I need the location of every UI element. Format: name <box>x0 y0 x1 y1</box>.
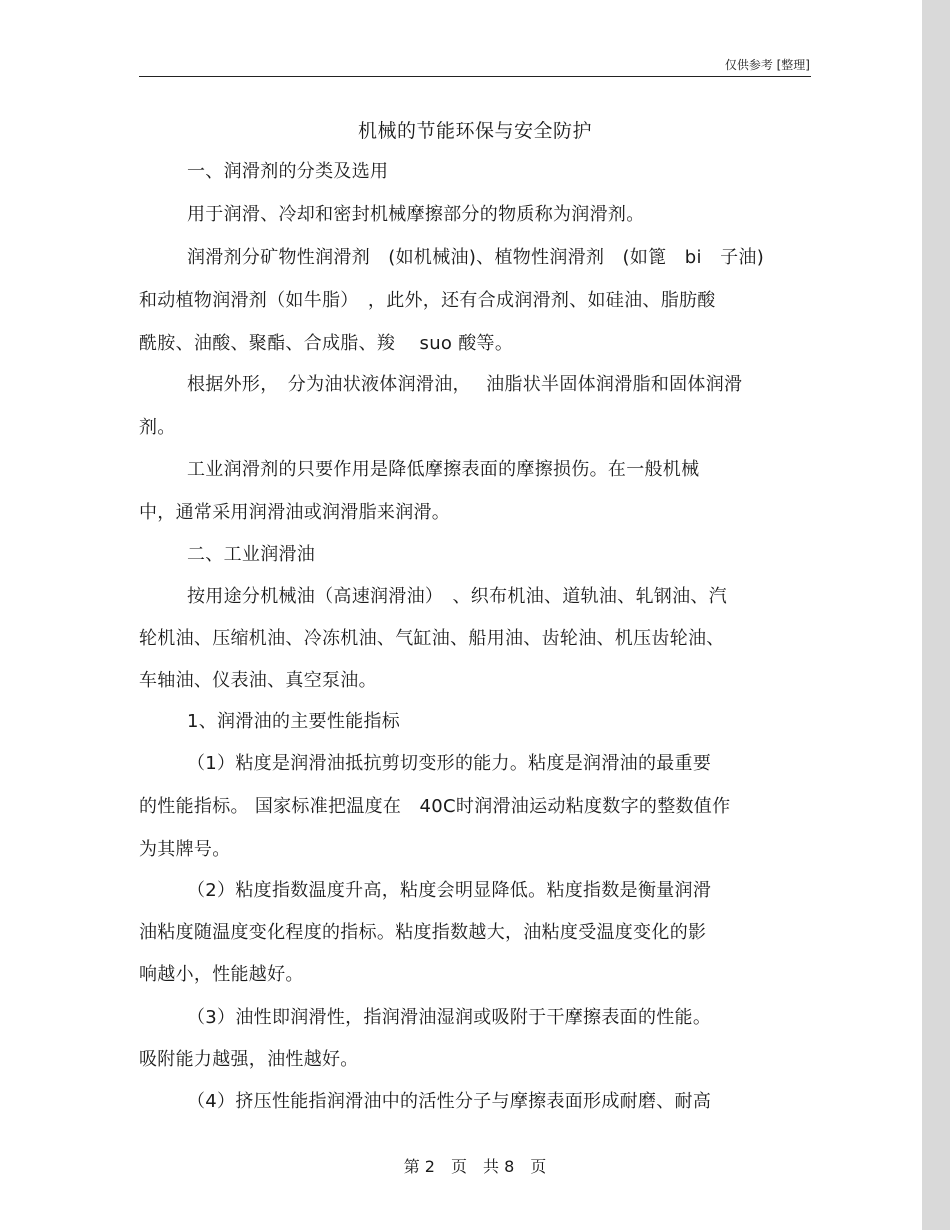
header-rule <box>139 76 811 77</box>
paragraph-line: 响越小，性能越好。 <box>139 964 304 985</box>
paragraph-line: 酰胺、油酸、聚酯、合成脂、羧 suo 酸等。 <box>139 333 514 354</box>
document-title: 机械的节能环保与安全防护 <box>357 120 592 142</box>
paragraph-line: 的性能指标。 国家标准把温度在 40C时润滑油运动粘度数字的整数值作 <box>139 796 731 817</box>
page-number-footer: 第 2 页 共 8 页 <box>403 1157 547 1176</box>
header-note: 仅供参考 [整理] <box>724 58 810 72</box>
section-heading: 二、工业润滑油 <box>187 544 316 565</box>
paragraph-line: 和动植物润滑剂（如牛脂） ，此外，还有合成润滑剂、如硅油、脂肪酸 <box>139 290 716 311</box>
section-heading: 一、润滑剂的分类及选用 <box>187 161 389 182</box>
paragraph-line: 中，通常采用润滑油或润滑脂来润滑。 <box>139 502 451 523</box>
paragraph-line: （1）粘度是润滑油抵抗剪切变形的能力。粘度是润滑油的最重要 <box>187 753 712 774</box>
paragraph-line: （4）挤压性能指润滑油中的活性分子与摩擦表面形成耐磨、耐高 <box>187 1091 712 1112</box>
paragraph-line: 用于润滑、冷却和密封机械摩擦部分的物质称为润滑剂。 <box>187 204 645 225</box>
paragraph-line: 吸附能力越强，油性越好。 <box>139 1049 359 1070</box>
paragraph-line: 工业润滑剂的只要作用是降低摩擦表面的摩擦损伤。在一般机械 <box>187 459 700 480</box>
paragraph-line: 油粘度随温度变化程度的指标。粘度指数越大，油粘度受温度变化的影 <box>139 922 707 943</box>
paragraph-line: 按用途分机械油（高速润滑油） 、织布机油、道轨油、轧钢油、汽 <box>187 586 727 607</box>
paragraph-line: 根据外形， 分为油状液体润滑油， 油脂状半固体润滑脂和固体润滑 <box>187 374 743 395</box>
paragraph-line: 为其牌号。 <box>139 839 231 860</box>
paragraph-line: 轮机油、压缩机油、冷冻机油、气缸油、船用油、齿轮油、机压齿轮油、 <box>139 628 725 649</box>
paragraph-line: 车轴油、仪表油、真空泵油。 <box>139 670 377 691</box>
paragraph-line: 剂。 <box>139 417 176 438</box>
paragraph-line: 润滑剂分矿物性润滑剂 (如机械油)、植物性润滑剂 (如篦 bi 子油) <box>187 247 765 268</box>
subsection-heading: 1、润滑油的主要性能指标 <box>187 711 401 732</box>
paragraph-line: （2）粘度指数温度升高，粘度会明显降低。粘度指数是衡量润滑 <box>187 880 712 901</box>
paragraph-line: （3）油性即润滑性，指润滑油湿润或吸附于干摩擦表面的性能。 <box>187 1007 712 1028</box>
